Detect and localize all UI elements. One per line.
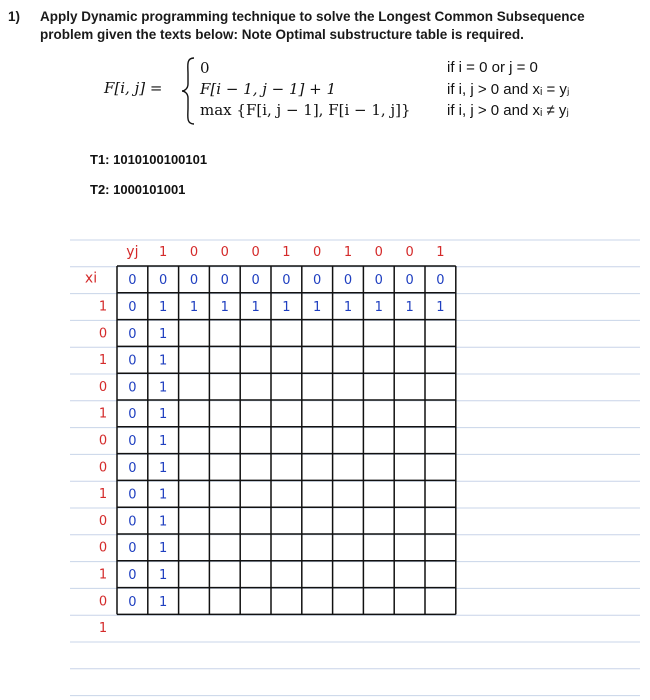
xi-label: xi: [84, 270, 98, 287]
y-seq-digit: 0: [405, 245, 414, 260]
cell-col0-value: 0: [128, 460, 137, 476]
cell-col0-value: 0: [128, 380, 137, 396]
x-seq-digit: 0: [98, 433, 108, 449]
formula-case-cond-1: if i, j > 0 and xᵢ = yⱼ: [447, 81, 570, 98]
cell-row0-value: 0: [436, 273, 445, 289]
cell-row1-value: 0: [128, 300, 137, 316]
cell-col1-value: 1: [159, 487, 168, 503]
cell-col1-value: 1: [159, 407, 168, 423]
cell-row1-value: 1: [220, 300, 229, 316]
cell-row0-value: 0: [128, 273, 137, 289]
cell-col1-value: 1: [159, 353, 168, 369]
cell-row0-value: 0: [313, 273, 322, 289]
cell-col0-value: 0: [128, 541, 137, 557]
y-seq-digit: 0: [220, 245, 229, 260]
x-seq-digit: 1: [98, 621, 108, 637]
cell-row0-value: 0: [251, 273, 260, 289]
x-seq-digit: 0: [98, 326, 108, 342]
y-seq-digit: 0: [251, 245, 260, 260]
cell-row1-value: 1: [251, 300, 260, 316]
cell-col0-value: 0: [128, 326, 137, 342]
question-number: 1): [8, 9, 21, 24]
cell-row1-value: 1: [313, 300, 322, 316]
cell-col0-value: 0: [128, 514, 137, 530]
cell-row0-value: 0: [374, 273, 383, 289]
cell-col1-value: 1: [159, 434, 168, 450]
formula-case-expr-2: max {F[i, j − 1], F[i − 1, j]}: [200, 101, 411, 119]
formula-case-expr-0: 0: [200, 59, 210, 77]
cell-row1-value: 1: [405, 300, 414, 316]
cell-col0-value: 0: [128, 353, 137, 369]
x-seq-digit: 1: [98, 567, 108, 583]
cell-row0-value: 0: [343, 273, 353, 289]
x-seq-digit: 0: [98, 379, 108, 395]
x-seq-digit: 1: [98, 299, 108, 315]
x-seq-digit: 1: [98, 353, 108, 369]
x-seq-digit: 0: [98, 594, 108, 610]
y-seq-digit: 1: [282, 245, 291, 260]
cell-col1-value: 1: [159, 594, 168, 610]
x-seq-digit: 1: [98, 487, 108, 503]
question-text: Apply Dynamic programming technique to solve the Longest Common Subsequence problem given the texts below: Note Optimal substructure table is required.: [40, 9, 585, 42]
text-t1: T1: 1010100100101: [90, 152, 208, 167]
x-seq-digit: 0: [98, 540, 108, 556]
text-t2: T2: 1000101001: [90, 182, 186, 197]
cell-row0-value: 0: [282, 273, 291, 289]
y-seq-digit: 0: [313, 245, 322, 260]
y-seq-digit: 1: [343, 245, 353, 260]
formula-case-cond-2: if i, j > 0 and xᵢ ≠ yⱼ: [447, 102, 570, 119]
cell-row1-value: 1: [374, 300, 383, 316]
y-seq-digit: 1: [436, 245, 445, 260]
cell-col0-value: 0: [128, 434, 137, 450]
cell-col0-value: 0: [128, 568, 137, 584]
cell-row1-value: 1: [282, 300, 291, 316]
y-seq-digit: 0: [374, 245, 383, 260]
cell-col1-value: 1: [159, 460, 168, 476]
cell-col1-value: 1: [159, 514, 168, 530]
formula-case-cond-0: if i = 0 or j = 0: [447, 59, 538, 76]
cell-row0-value: 0: [189, 273, 199, 289]
cell-row1-value: 1: [159, 300, 168, 316]
x-seq-digit: 0: [98, 460, 108, 476]
cell-row1-value: 1: [343, 300, 353, 316]
cell-col1-value: 1: [159, 541, 168, 557]
cell-row1-value: 1: [189, 300, 199, 316]
cell-col1-value: 1: [159, 568, 168, 584]
cell-col0-value: 0: [128, 407, 137, 423]
formula-lhs: F[i, j] =: [104, 79, 163, 97]
cell-row1-value: 1: [436, 300, 445, 316]
cell-row0-value: 0: [220, 273, 229, 289]
yj-label: yj: [126, 244, 139, 260]
y-seq-digit: 0: [189, 245, 199, 260]
cell-row0-value: 0: [405, 273, 414, 289]
x-seq-digit: 1: [98, 406, 108, 422]
cell-row0-value: 0: [159, 273, 168, 289]
cell-col0-value: 0: [128, 594, 137, 610]
cell-col1-value: 1: [159, 380, 168, 396]
formula-case-expr-1: F[i − 1, j − 1] + 1: [200, 80, 337, 98]
cell-col0-value: 0: [128, 487, 137, 503]
y-seq-digit: 1: [159, 245, 168, 260]
cell-col1-value: 1: [159, 326, 168, 342]
x-seq-digit: 0: [98, 513, 108, 529]
